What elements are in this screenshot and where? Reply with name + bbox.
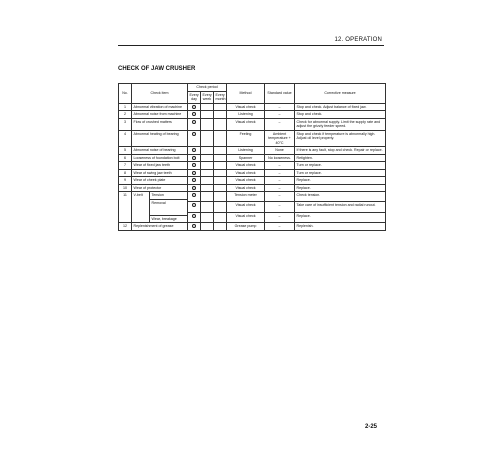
section-header: 12. OPERATION [334,37,382,43]
period-every-week [201,223,214,231]
header-no: No. [119,84,132,104]
table-row [119,103,386,111]
method-cell: Visual check [227,212,265,222]
check-mark-circle [192,214,196,218]
period-every-day [188,223,201,231]
measure-cell: Replace. [295,177,386,185]
period-every-day [188,177,201,185]
period-every-month [214,184,227,192]
check-item-cell: Wear of cheek plate [132,177,188,185]
period-every-week [201,184,214,192]
table-row [119,177,386,185]
method-cell: Visual check [227,162,265,170]
header-standard-value: Standard value [265,84,295,104]
page-number: 2-25 [365,424,378,430]
header-every-week: Every week [202,92,212,101]
check-mark-circle [192,105,196,109]
standard-cell: No looseness. [265,154,295,162]
measure-cell: Take care of insufficient tension and radial runout. [295,202,386,212]
row-number: 12 [119,223,132,231]
period-every-day [188,162,201,170]
period-every-week [201,169,214,177]
method-cell: Visual check [227,169,265,177]
period-every-month [214,111,227,119]
method-cell: Spanner [227,154,265,162]
check-item-cell: Looseness of foundation bolt [132,154,188,162]
period-every-month [214,154,227,162]
period-every-week [201,118,214,130]
vbelt-sub-item: Wear, breakage [151,216,177,221]
period-every-month [214,212,227,222]
vbelt-sub-item: Removal [150,200,187,216]
measure-cell: Stop and check if temperature is abnormally high. Adjust oil level properly. [295,130,386,147]
standard-cell: Ambient temperature + 40°C [265,130,295,147]
table-header-row [119,84,386,92]
table-row [119,111,386,119]
check-item-group [132,192,188,223]
period-every-day [188,154,201,162]
period-every-month [214,192,227,202]
header-method: Method [227,84,265,104]
standard-cell: – [265,169,295,177]
measure-cell: Check tension. [295,192,386,202]
period-every-month [214,130,227,147]
header-check-item: Check item [132,84,188,104]
period-every-day [188,184,201,192]
period-every-month [214,202,227,212]
standard-cell: – [265,192,295,202]
check-mark-circle [192,132,196,136]
check-item-cell: Abnormal noise from machine [132,111,188,119]
check-mark-circle [192,193,196,197]
header-every-day: Every day [189,92,199,101]
vbelt-group-label: V-belt [132,192,150,222]
table-row [119,130,386,147]
period-every-month [214,177,227,185]
row-number: 7 [119,162,132,170]
table-row [119,118,386,130]
check-mark-circle [192,163,196,167]
period-every-week [201,103,214,111]
check-mark-circle [192,171,196,175]
measure-cell: Replace. [295,212,386,222]
method-cell: Feeling [227,130,265,147]
vbelt-sub-items [150,192,187,222]
check-mark-circle [192,203,196,207]
check-item-cell: Flow of crushed matters [132,118,188,130]
check-mark-circle [192,178,196,182]
standard-cell: – [265,177,295,185]
period-every-week [201,162,214,170]
check-item-cell: Replenishment of grease [132,223,188,231]
period-every-week [201,202,214,212]
row-number: 6 [119,154,132,162]
period-every-day [188,169,201,177]
standard-cell: – [265,118,295,130]
check-mark-circle [192,148,196,152]
period-every-day [188,103,201,111]
check-mark-circle [192,120,196,124]
standard-cell: None [265,147,295,155]
period-every-month [214,103,227,111]
standard-cell: – [265,162,295,170]
period-every-day [188,147,201,155]
check-mark-circle [192,224,196,228]
period-every-week [201,177,214,185]
method-cell: Visual check [227,184,265,192]
check-mark-circle [192,112,196,116]
measure-cell: Replace. [295,184,386,192]
check-item-cell: Wear of fixed jaw teeth [132,162,188,170]
check-item-cell: Abnormal vibration of machine [132,103,188,111]
measure-cell: Stop and check. Adjust balance of fixed jaw. [295,103,386,111]
table-body [119,103,386,230]
table-row [119,147,386,155]
period-every-week [201,212,214,222]
header-rule [118,45,384,46]
table-row [119,154,386,162]
table-row [119,223,386,231]
row-number: 8 [119,169,132,177]
measure-cell: If there is any fault, stop and check. Repair or replace. [295,147,386,155]
period-every-day [188,212,201,222]
method-cell: Tension meter [227,192,265,202]
header-check-period: Check period [188,84,227,92]
row-number: 5 [119,147,132,155]
standard-cell: – [265,202,295,212]
measure-cell: Replenish. [295,223,386,231]
measure-cell: Check for abnormal supply. Limit the supply rate and adjust the grizzly feeder speed. [295,118,386,130]
period-every-week [201,147,214,155]
check-item-cell: Wear of swing jaw teeth [132,169,188,177]
row-number: 11 [119,192,132,223]
row-number: 3 [119,118,132,130]
check-item-cell: Abnormal heating of bearing [132,130,188,147]
method-cell: Visual check [227,118,265,130]
period-every-month [214,169,227,177]
measure-cell: Stop and check. [295,111,386,119]
standard-cell: – [265,103,295,111]
method-cell: Listening [227,147,265,155]
period-every-week [201,111,214,119]
method-cell: Visual check [227,177,265,185]
row-number: 2 [119,111,132,119]
period-every-day [188,202,201,212]
period-every-day [188,130,201,147]
standard-cell: – [265,212,295,222]
check-table [118,83,386,231]
row-number: 4 [119,130,132,147]
check-mark-circle [192,186,196,190]
table-row [119,192,386,202]
period-every-month [214,223,227,231]
method-cell: Visual check [227,202,265,212]
measure-cell: Turn or replace. [295,162,386,170]
row-number: 1 [119,103,132,111]
header-every-month: Every month [215,92,226,101]
method-cell: Visual check [227,103,265,111]
period-every-week [201,192,214,202]
period-every-month [214,147,227,155]
row-number: 9 [119,177,132,185]
table-row [119,162,386,170]
row-number: 10 [119,184,132,192]
period-every-day [188,118,201,130]
standard-cell: – [265,184,295,192]
period-every-month [214,118,227,130]
measure-cell: Turn or replace. [295,169,386,177]
standard-cell: – [265,223,295,231]
period-every-week [201,130,214,147]
period-every-day [188,111,201,119]
check-item-cell: Wear of protector [132,184,188,192]
measure-cell: Retighten. [295,154,386,162]
period-every-day [188,192,201,202]
vbelt-sub-item: Tension [150,192,187,200]
method-cell: Grease pump [227,223,265,231]
period-every-week [201,154,214,162]
method-cell: Listening [227,111,265,119]
check-mark-circle [192,156,196,160]
standard-cell: – [265,111,295,119]
table-row [119,169,386,177]
page-title: CHECK OF JAW CRUSHER [118,66,196,72]
period-every-month [214,162,227,170]
header-corrective-measure: Corrective measure [295,84,386,104]
check-item-cell: Abnormal noise of bearing [132,147,188,155]
table-row [119,184,386,192]
